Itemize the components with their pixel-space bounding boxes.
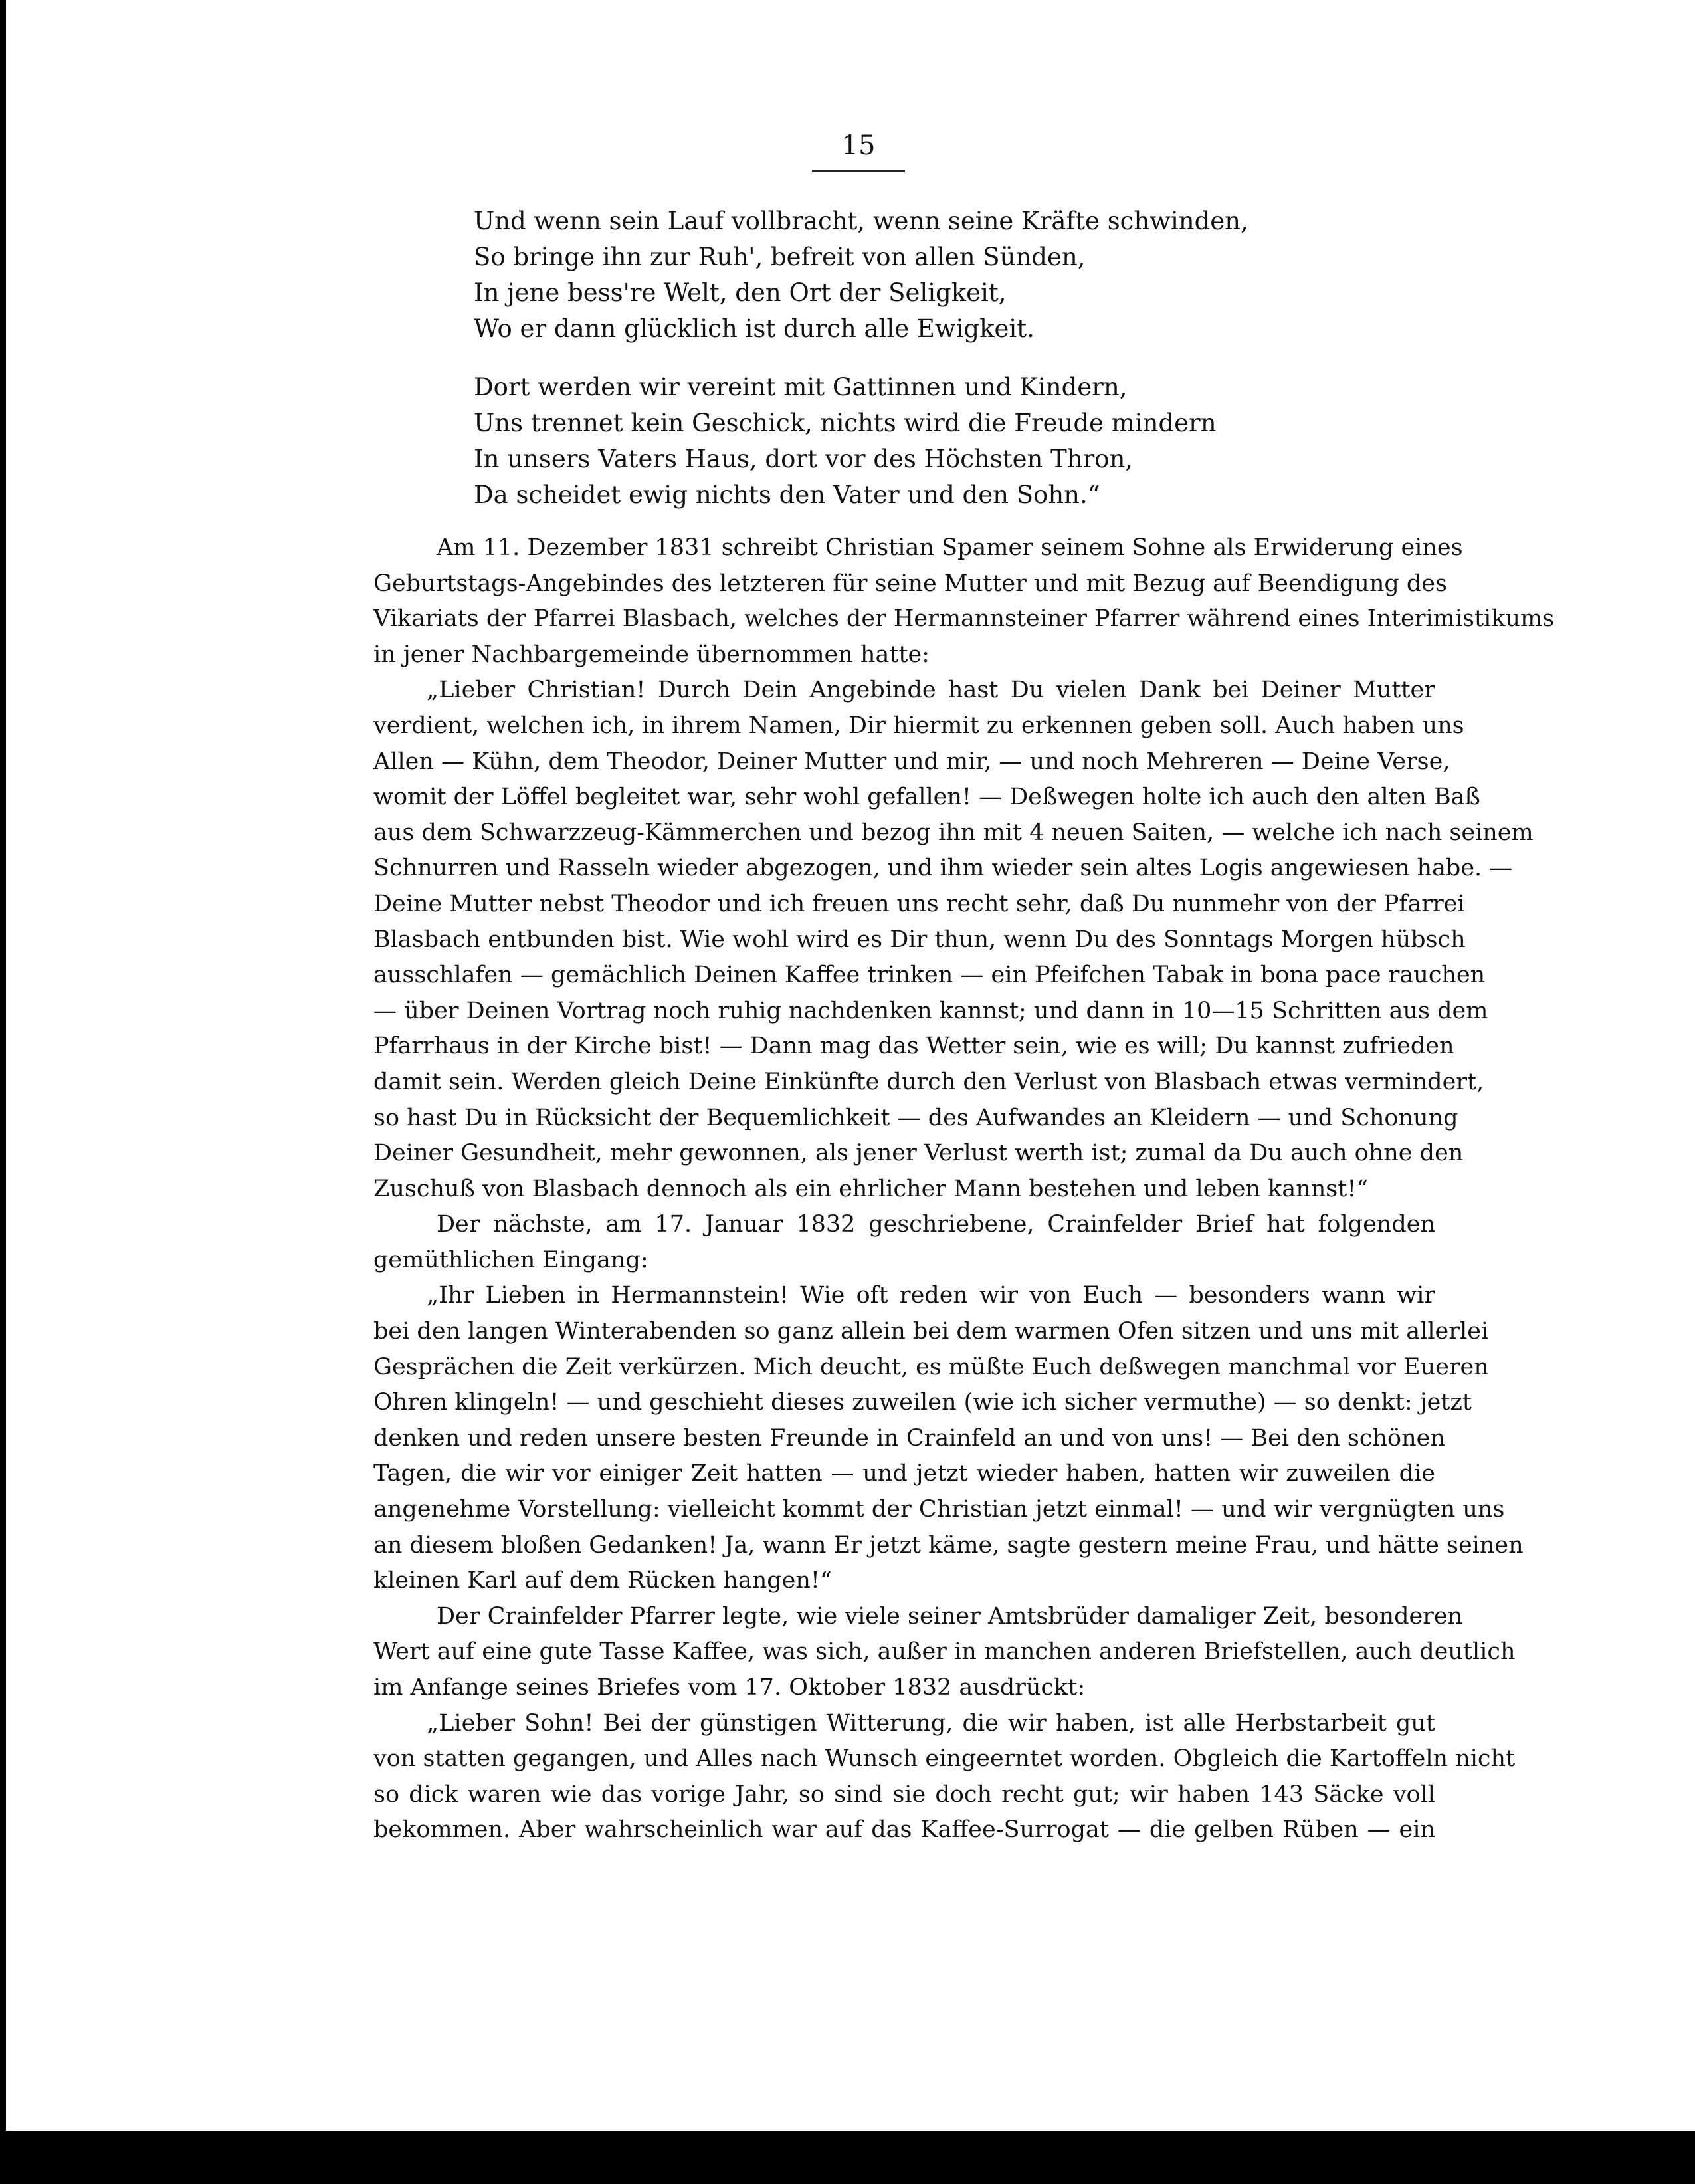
- poem-line: Uns trennet kein Geschick, nichts wird die Freude mindern: [474, 409, 1217, 437]
- text-line: Ohren klingeln! — und geschieht dieses zuweilen (wie ich sicher vermuthe) — so denkt: jetzt: [373, 1389, 1472, 1416]
- poem-stanza: [474, 370, 1248, 513]
- text-line: Vikariats der Pfarrei Blasbach, welches der Hermannsteiner Pfarrer während eines Interimistikums: [373, 605, 1555, 633]
- text-line: im Anfange seines Briefes vom 17. Oktober 1832 ausdrückt:: [373, 1674, 1086, 1701]
- text-line: ausschlafen — gemächlich Deinen Kaffee trinken — ein Pfeifchen Tabak in bona pace rauchen: [373, 962, 1486, 989]
- text-line: Geburtstags-Angebindes des letzteren für seine Mutter und mit Bezug auf Beendigung des: [373, 570, 1447, 597]
- paragraph: [373, 530, 1555, 673]
- text-line: womit der Löffel begleitet war, sehr wohl gefallen! — Deßwegen holte ich auch den alten Baß: [373, 784, 1480, 811]
- poem: [474, 203, 1248, 536]
- page-number: 15: [841, 130, 876, 161]
- paragraph: [373, 1599, 1516, 1706]
- text-line: bei den langen Winterabenden so ganz allein bei dem warmen Ofen sitzen und uns mit allerlei: [373, 1318, 1489, 1345]
- poem-stanza: [474, 203, 1248, 347]
- text-line: von statten gegangen, und Alles nach Wunsch eingeerntet worden. Obgleich die Kartoffeln nicht: [373, 1745, 1516, 1773]
- text-line: „Lieber Christian! Durch Dein Angebinde hast Du vielen Dank bei Deiner Mutter: [427, 677, 1435, 704]
- paragraph: [373, 1278, 1524, 1598]
- text-line: Zuschuß von Blasbach dennoch als ein ehrlicher Mann bestehen und leben kannst!“: [373, 1175, 1369, 1202]
- paragraph: [373, 1207, 1435, 1278]
- poem-line: So bringe ihn zur Ruh', befreit von allen Sünden,: [474, 243, 1086, 271]
- text-line: Tagen, die wir vor einiger Zeit hatten — und jetzt wieder haben, hatten wir zuweilen die: [373, 1460, 1435, 1487]
- text-line: Schnurren und Rasseln wieder abgezogen, und ihm wieder sein altes Logis angewiesen habe. —: [373, 855, 1513, 882]
- poem-line: Und wenn sein Lauf vollbracht, wenn seine Kräfte schwinden,: [474, 207, 1248, 235]
- text-line: Deiner Gesundheit, mehr gewonnen, als jener Verlust werth ist; zumal da Du auch ohne den: [373, 1140, 1464, 1167]
- text-line: gemüthlichen Eingang:: [373, 1246, 648, 1273]
- body-text: [373, 530, 1555, 1848]
- scan-bottom-border: [0, 2131, 1695, 2184]
- text-line: Blasbach entbunden bist. Wie wohl wird es Dir thun, wenn Du des Sonntags Morgen hübsch: [373, 926, 1466, 953]
- text-line: Wert auf eine gute Tasse Kaffee, was sich, außer in manchen anderen Briefstellen, auch deutlich: [373, 1638, 1516, 1666]
- header-rule: [812, 170, 905, 172]
- poem-line: Da scheidet ewig nichts den Vater und den Sohn.“: [474, 481, 1100, 509]
- text-line: so dick waren wie das vorige Jahr, so sind sie doch recht gut; wir haben 143 Säcke voll: [373, 1781, 1435, 1808]
- paragraph: [373, 673, 1534, 1207]
- text-line: angenehme Vorstellung: vielleicht kommt der Christian jetzt einmal! — und wir vergnügten uns: [373, 1496, 1505, 1523]
- text-line: Gesprächen die Zeit verkürzen. Mich deucht, es müßte Euch deßwegen manchmal vor Eueren: [373, 1353, 1489, 1380]
- poem-line: Dort werden wir vereint mit Gattinnen und Kindern,: [474, 373, 1128, 401]
- text-line: Allen — Kühn, dem Theodor, Deiner Mutter und mir, — und noch Mehreren — Deine Verse,: [373, 748, 1450, 775]
- text-line: Der Crainfelder Pfarrer legte, wie viele seiner Amtsbrüder damaliger Zeit, besonderen: [437, 1602, 1463, 1630]
- text-line: verdient, welchen ich, in ihrem Namen, Dir hiermit zu erkennen geben soll. Auch haben uns: [373, 712, 1464, 739]
- text-line: Pfarrhaus in der Kirche bist! — Dann mag das Wetter sein, wie es will; Du kannst zufrieden: [373, 1033, 1454, 1060]
- paragraph: [373, 1706, 1516, 1848]
- text-line: „Ihr Lieben in Hermannstein! Wie oft reden wir von Euch — besonders wann wir: [427, 1282, 1435, 1309]
- text-line: Am 11. Dezember 1831 schreibt Christian Spamer seinem Sohne als Erwiderung eines: [437, 534, 1463, 561]
- text-line: so hast Du in Rücksicht der Bequemlichkeit — des Aufwandes an Kleidern — und Schonung: [373, 1104, 1458, 1131]
- poem-line: In jene bess're Welt, den Ort der Seligkeit,: [474, 278, 1007, 307]
- text-line: Der nächste, am 17. Januar 1832 geschriebene, Crainfelder Brief hat folgenden: [437, 1211, 1435, 1238]
- text-line: damit sein. Werden gleich Deine Einkünfte durch den Verlust von Blasbach etwas vermindert,: [373, 1068, 1484, 1095]
- text-line: bekommen. Aber wahrscheinlich war auf das Kaffee-Surrogat — die gelben Rüben — ein: [373, 1816, 1435, 1844]
- text-line: in jener Nachbargemeinde übernommen hatte:: [373, 641, 930, 668]
- text-line: Deine Mutter nebst Theodor und ich freuen uns recht sehr, daß Du nunmehr von der Pfarrei: [373, 890, 1465, 917]
- text-line: — über Deinen Vortrag noch ruhig nachdenken kannst; und dann in 10—15 Schritten aus dem: [373, 997, 1488, 1024]
- text-line: kleinen Karl auf dem Rücken hangen!“: [373, 1567, 832, 1594]
- poem-line: Wo er dann glücklich ist durch alle Ewigkeit.: [474, 314, 1035, 343]
- text-line: an diesem bloßen Gedanken! Ja, wann Er jetzt käme, sagte gestern meine Frau, und hätte seinen: [373, 1531, 1524, 1559]
- text-line: denken und reden unsere besten Freunde in Crainfeld an und von uns! — Bei den schönen: [373, 1424, 1445, 1452]
- text-line: „Lieber Sohn! Bei der günstigen Witterung, die wir haben, ist alle Herbstarbeit gut: [427, 1709, 1435, 1737]
- poem-line: In unsers Vaters Haus, dort vor des Höchsten Thron,: [474, 445, 1134, 473]
- scan-left-edge: [0, 0, 6, 2133]
- text-line: aus dem Schwarzzeug-Kämmerchen und bezog ihn mit 4 neuen Saiten, — welche ich nach seinem: [373, 819, 1534, 846]
